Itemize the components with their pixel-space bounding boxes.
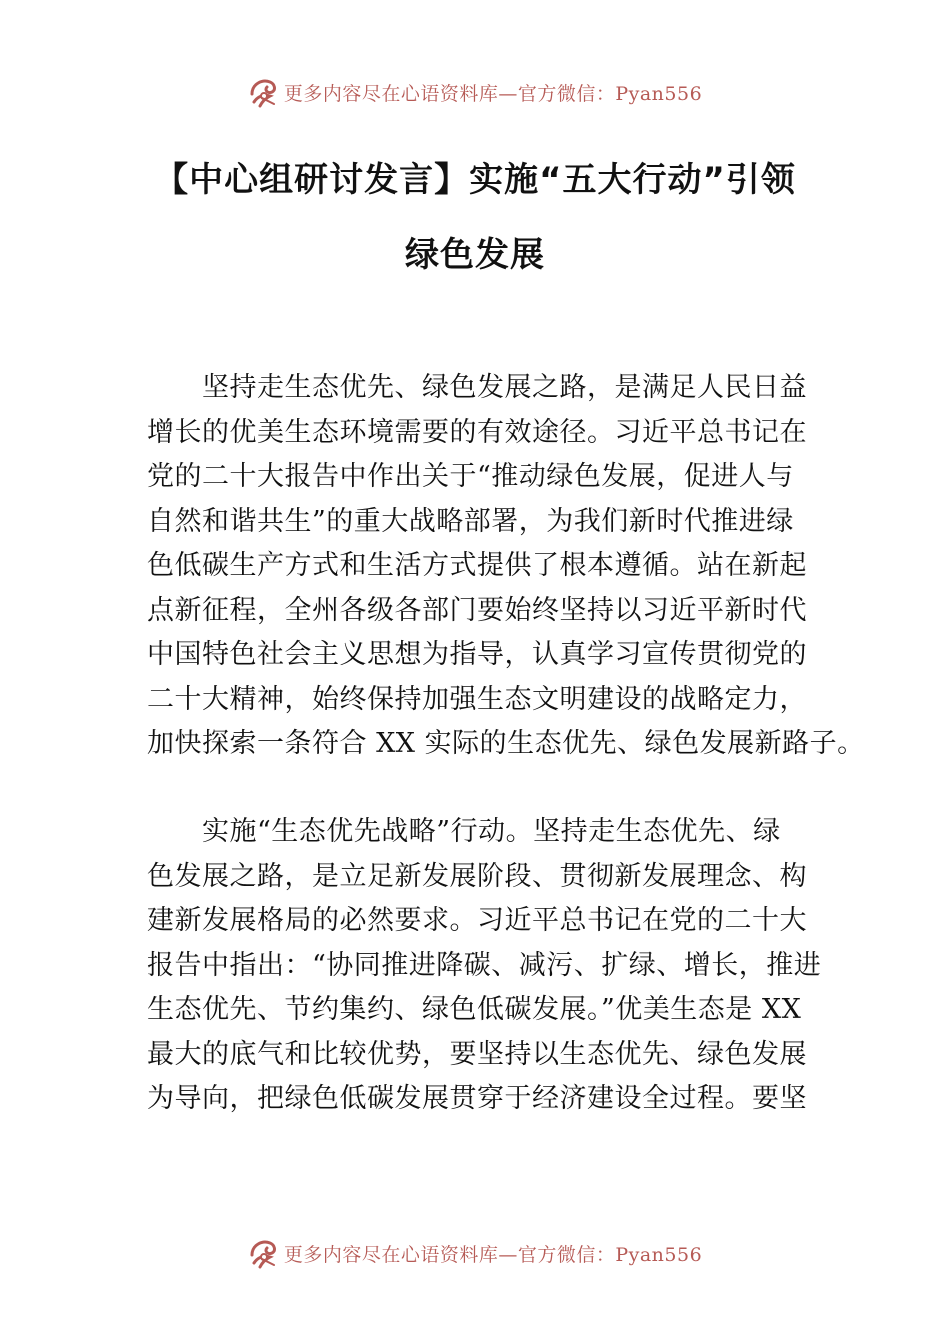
header-banner-text: 更多内容尽在心语资料库—官方微信：Pyan556 [283, 82, 703, 105]
paragraph-line: 中国特色社会主义思想为指导，认真学习宣传贯彻党的 [147, 639, 807, 670]
page-title-line-2: 绿色发展 [405, 235, 545, 275]
paragraph-line: 二十大精神，始终保持加强生态文明建设的战略定力， [147, 683, 807, 715]
paragraph-line: 建新发展格局的必然要求。习近平总书记在党的二十大 [147, 905, 807, 936]
footer-banner [0, 1233, 950, 1273]
paragraph-line: 党的二十大报告中作出关于“推动绿色发展，促进人与 [147, 461, 794, 492]
paragraph-line: 点新征程，全州各级各部门要始终坚持以习近平新时代 [147, 594, 807, 626]
header-banner [0, 72, 950, 112]
paragraph-line: 色低碳生产方式和生活方式提供了根本遵循。站在新起 [147, 550, 807, 581]
paragraph-line: 色发展之路，是立足新发展阶段、贯彻新发展理念、构 [147, 860, 807, 892]
paragraph-line: 坚持走生态优先、绿色发展之路，是满足人民日益 [147, 372, 807, 403]
paragraph-line: 实施“生态优先战略”行动。坚持走生态优先、绿 [147, 816, 781, 847]
logo-icon [248, 1237, 280, 1269]
paragraph-line: 生态优先、节约集约、绿色低碳发展。”优美生态是 XX [147, 994, 802, 1025]
paragraph-line: 为导向，把绿色低碳发展贯穿于经济建设全过程。要坚 [147, 1083, 807, 1114]
paragraph-1 [147, 366, 865, 767]
page-title-line-1: 【中心组研讨发言】实施“五大行动”引领 [154, 160, 796, 200]
footer-banner-text: 更多内容尽在心语资料库—官方微信：Pyan556 [283, 1243, 703, 1266]
paragraph-2 [147, 810, 822, 1122]
logo-icon [248, 76, 280, 108]
paragraph-line: 最大的底气和比较优势，要坚持以生态优先、绿色发展 [147, 1038, 807, 1070]
paragraph-line: 报告中指出：“协同推进降碳、减污、扩绿、增长，推进 [147, 949, 822, 981]
paragraph-line: 增长的优美生态环境需要的有效途径。习近平总书记在 [147, 416, 807, 448]
paragraph-line: 加快探索一条符合 XX 实际的生态优先、绿色发展新路子。 [147, 728, 865, 759]
paragraph-line: 自然和谐共生”的重大战略部署，为我们新时代推进绿 [147, 505, 794, 537]
